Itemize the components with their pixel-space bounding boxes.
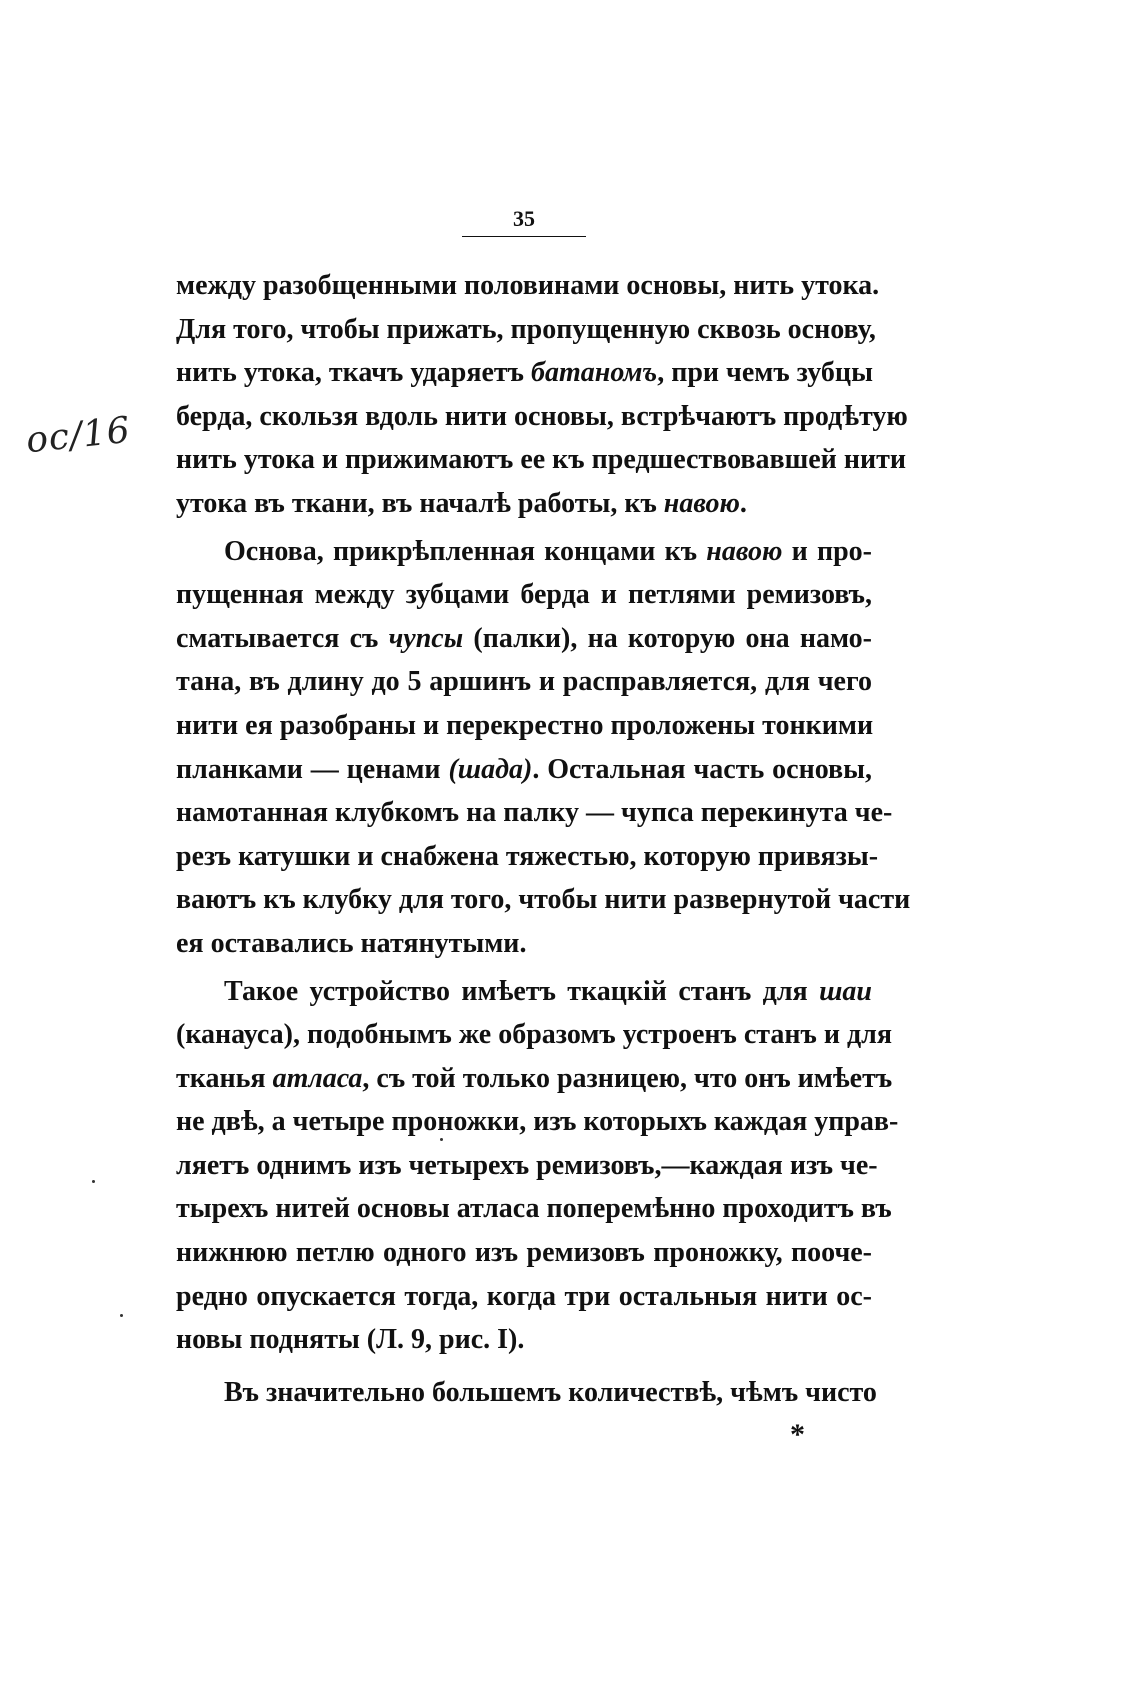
text-line	[176, 1318, 872, 1362]
text-line	[176, 791, 893, 835]
text-run: пущенная между зубцами берда и петлями ремизовъ,	[176, 579, 872, 611]
text-run: ваютъ къ клубку для того, чтобы нити развернутой части	[176, 884, 911, 916]
italic-term: атласа	[272, 1062, 363, 1094]
paper-speck	[92, 1180, 95, 1183]
text-line	[176, 1013, 892, 1057]
text-line	[176, 1275, 872, 1319]
paragraph	[176, 970, 899, 1362]
text-run: нижнюю петлю одного изъ ремизовъ проножку, пооче-	[176, 1237, 872, 1269]
handwritten-margin-note: ос/16	[24, 409, 133, 462]
paragraph	[176, 264, 908, 526]
text-line	[176, 1187, 892, 1231]
italic-term: (шада)	[448, 753, 533, 785]
text-run: , съ той только разницею, что онъ имѣетъ	[362, 1062, 893, 1094]
text-line	[176, 835, 879, 879]
italic-term: шаи	[819, 975, 872, 1007]
text-line	[176, 264, 880, 308]
text-run: (палки), на которую она намо-	[463, 622, 873, 654]
text-line	[176, 438, 906, 482]
italic-term: навою	[706, 535, 783, 567]
text-run: редно опускается тогда, когда три остальныя нити ос-	[176, 1280, 872, 1312]
text-line	[176, 1057, 893, 1101]
text-line	[176, 748, 872, 792]
text-run: .	[739, 487, 747, 519]
text-line	[176, 308, 876, 352]
paper-speck	[440, 1138, 443, 1141]
text-run: резъ катушки и снабжена тяжестью, которую привязы-	[176, 840, 879, 872]
text-line	[176, 617, 872, 661]
text-run: не двѣ, а четыре проножки, изъ которыхъ каждая управ-	[176, 1106, 899, 1138]
page-number-rule	[462, 236, 586, 237]
text-run: между разобщенными половинами основы, нить утока.	[176, 270, 880, 301]
text-line	[176, 1100, 899, 1144]
text-line	[176, 573, 872, 617]
text-run: , при чемъ зубцы	[657, 357, 873, 389]
paper-speck	[120, 1314, 123, 1317]
text-run: Основа, прикрѣпленная концами къ	[224, 535, 707, 567]
paragraph	[176, 530, 911, 966]
italic-term: батаномъ	[531, 357, 658, 389]
text-run: нити ея разобраны и перекрестно проложены тонкими	[176, 709, 874, 741]
italic-term: навою	[663, 487, 740, 519]
text-line	[176, 922, 872, 966]
text-run: Для того, чтобы прижать, пропущенную сквозь основу,	[176, 313, 876, 345]
text-line	[176, 1231, 872, 1275]
text-run: . Остальная часть основы,	[532, 753, 872, 785]
final-line: Въ значительно большемъ количествѣ, чѣмъ чисто	[224, 1377, 877, 1408]
text-line	[176, 351, 872, 395]
text-run: намотанная клубкомъ на палку — чупса перекинута че-	[176, 797, 893, 829]
text-run: тканья	[176, 1062, 273, 1094]
page-number: 35	[513, 206, 535, 231]
text-line	[176, 395, 908, 439]
text-line	[176, 660, 872, 704]
text-line	[176, 530, 872, 574]
text-run: тырехъ нитей основы атласа поперемѣнно проходитъ въ	[176, 1193, 892, 1225]
text-line	[176, 482, 872, 526]
body-text	[176, 264, 911, 1362]
text-line	[176, 704, 872, 748]
text-line	[176, 878, 911, 922]
text-run: ляетъ однимъ изъ четырехъ ремизовъ,—каждая изъ че-	[176, 1149, 878, 1181]
text-run: и про-	[782, 535, 872, 567]
text-line	[176, 1144, 878, 1188]
text-run: берда, скользя вдоль нити основы, встрѣчаютъ продѣтую	[176, 400, 908, 432]
text-run: Такое устройство имѣетъ ткацкій станъ для	[224, 975, 820, 1007]
text-run: (канауса), подобнымъ же образомъ устроенъ станъ и для	[176, 1019, 892, 1051]
text-run: нить утока и прижимаютъ ее къ предшествовавшей нити	[176, 444, 906, 476]
text-line	[176, 970, 872, 1014]
text-run: ея оставались натянутыми.	[176, 927, 527, 959]
footnote-mark: *	[790, 1418, 805, 1451]
text-run: тана, въ длину до 5 аршинъ и расправляется, для чего	[176, 666, 872, 698]
text-run: планками — ценами	[176, 753, 449, 785]
text-run: новы подняты (Л. 9, рис. I).	[176, 1324, 525, 1356]
text-run: нить утока, ткачъ ударяетъ	[176, 357, 532, 389]
italic-term: чупсы	[388, 622, 464, 654]
text-run: утока въ ткани, въ началѣ работы, къ	[176, 487, 664, 519]
text-run: сматывается съ	[176, 622, 389, 654]
